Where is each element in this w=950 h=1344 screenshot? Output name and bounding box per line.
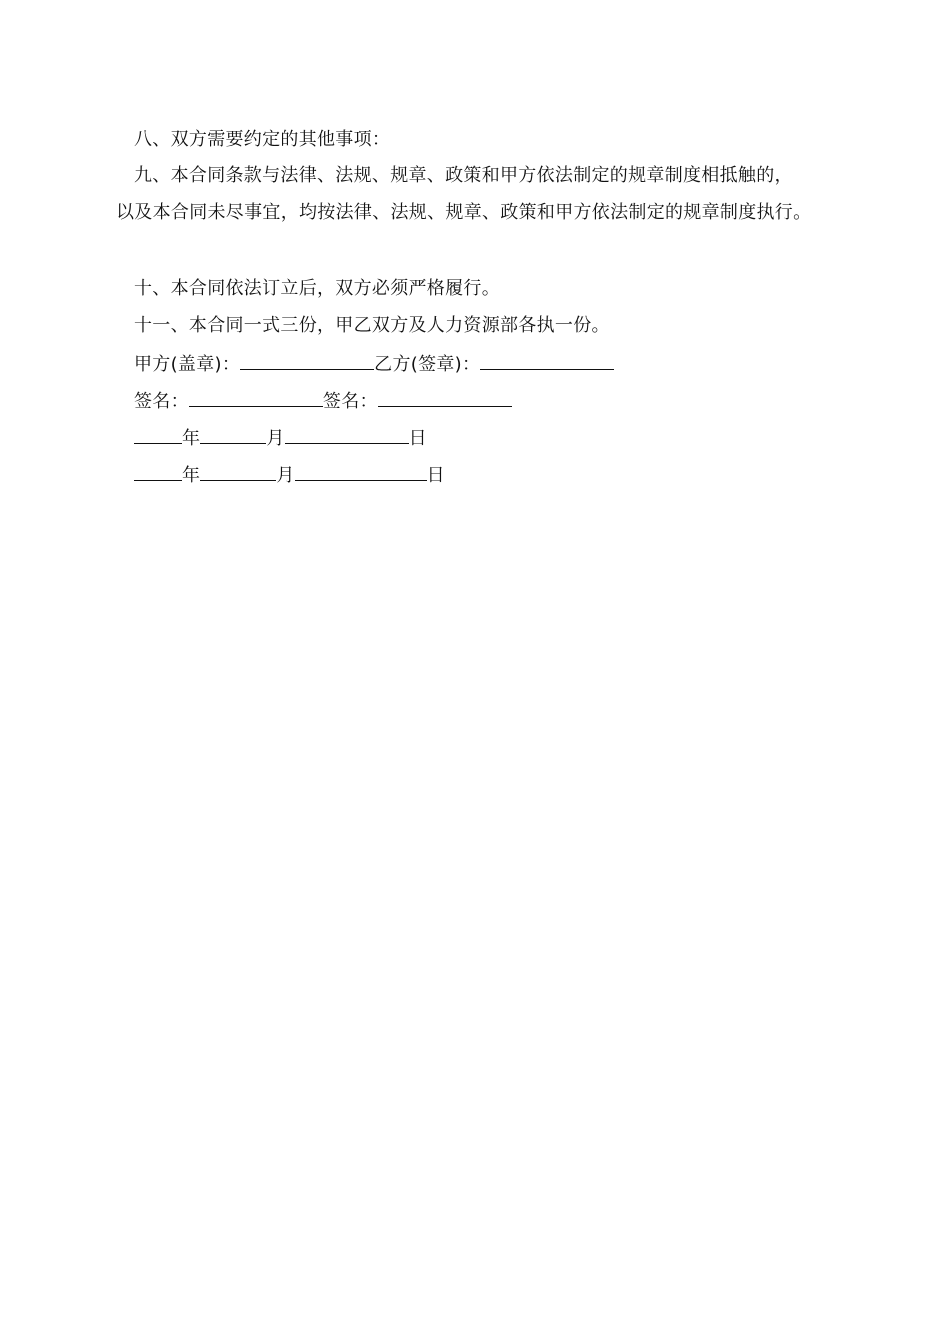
clause-nine-line1: 九、本合同条款与法律、法规、规章、政策和甲方依法制定的规章制度相抵触的， [134, 165, 793, 186]
clause-eight: 八、双方需要约定的其他事项： [134, 129, 391, 150]
party-signature-row [134, 351, 614, 375]
month-blank-b [200, 462, 276, 481]
date-row-b [134, 462, 445, 486]
party-a-seal-blank [240, 351, 374, 370]
month-label-b: 月 [276, 465, 295, 486]
date-row-a [134, 425, 427, 449]
month-blank-a [200, 425, 266, 444]
sign-name-row [134, 388, 512, 412]
day-label-a: 日 [408, 428, 427, 449]
year-blank-b [134, 462, 182, 481]
day-blank-a [285, 425, 409, 444]
clause-nine-line2: 以及本合同未尽事宜，均按法律、法规、规章、政策和甲方依法制定的规章制度执行。 [116, 202, 812, 223]
year-label-a: 年 [182, 428, 201, 449]
day-label-b: 日 [426, 465, 445, 486]
clause-ten: 十、本合同依法订立后，双方必须严格履行。 [134, 278, 500, 299]
sign-a-blank [189, 388, 323, 407]
party-b-label: 乙方(签章)： [374, 354, 481, 375]
year-label-b: 年 [182, 465, 201, 486]
clause-eleven: 十一、本合同一式三份，甲乙双方及人力资源部各执一份。 [134, 315, 610, 336]
party-b-seal-blank [480, 351, 614, 370]
year-blank-a [134, 425, 182, 444]
month-label-a: 月 [266, 428, 285, 449]
sign-label-a: 签名： [134, 391, 189, 412]
sign-b-blank [378, 388, 512, 407]
party-a-label: 甲方(盖章)： [134, 354, 241, 375]
day-blank-b [295, 462, 427, 481]
sign-label-b: 签名： [322, 391, 378, 412]
